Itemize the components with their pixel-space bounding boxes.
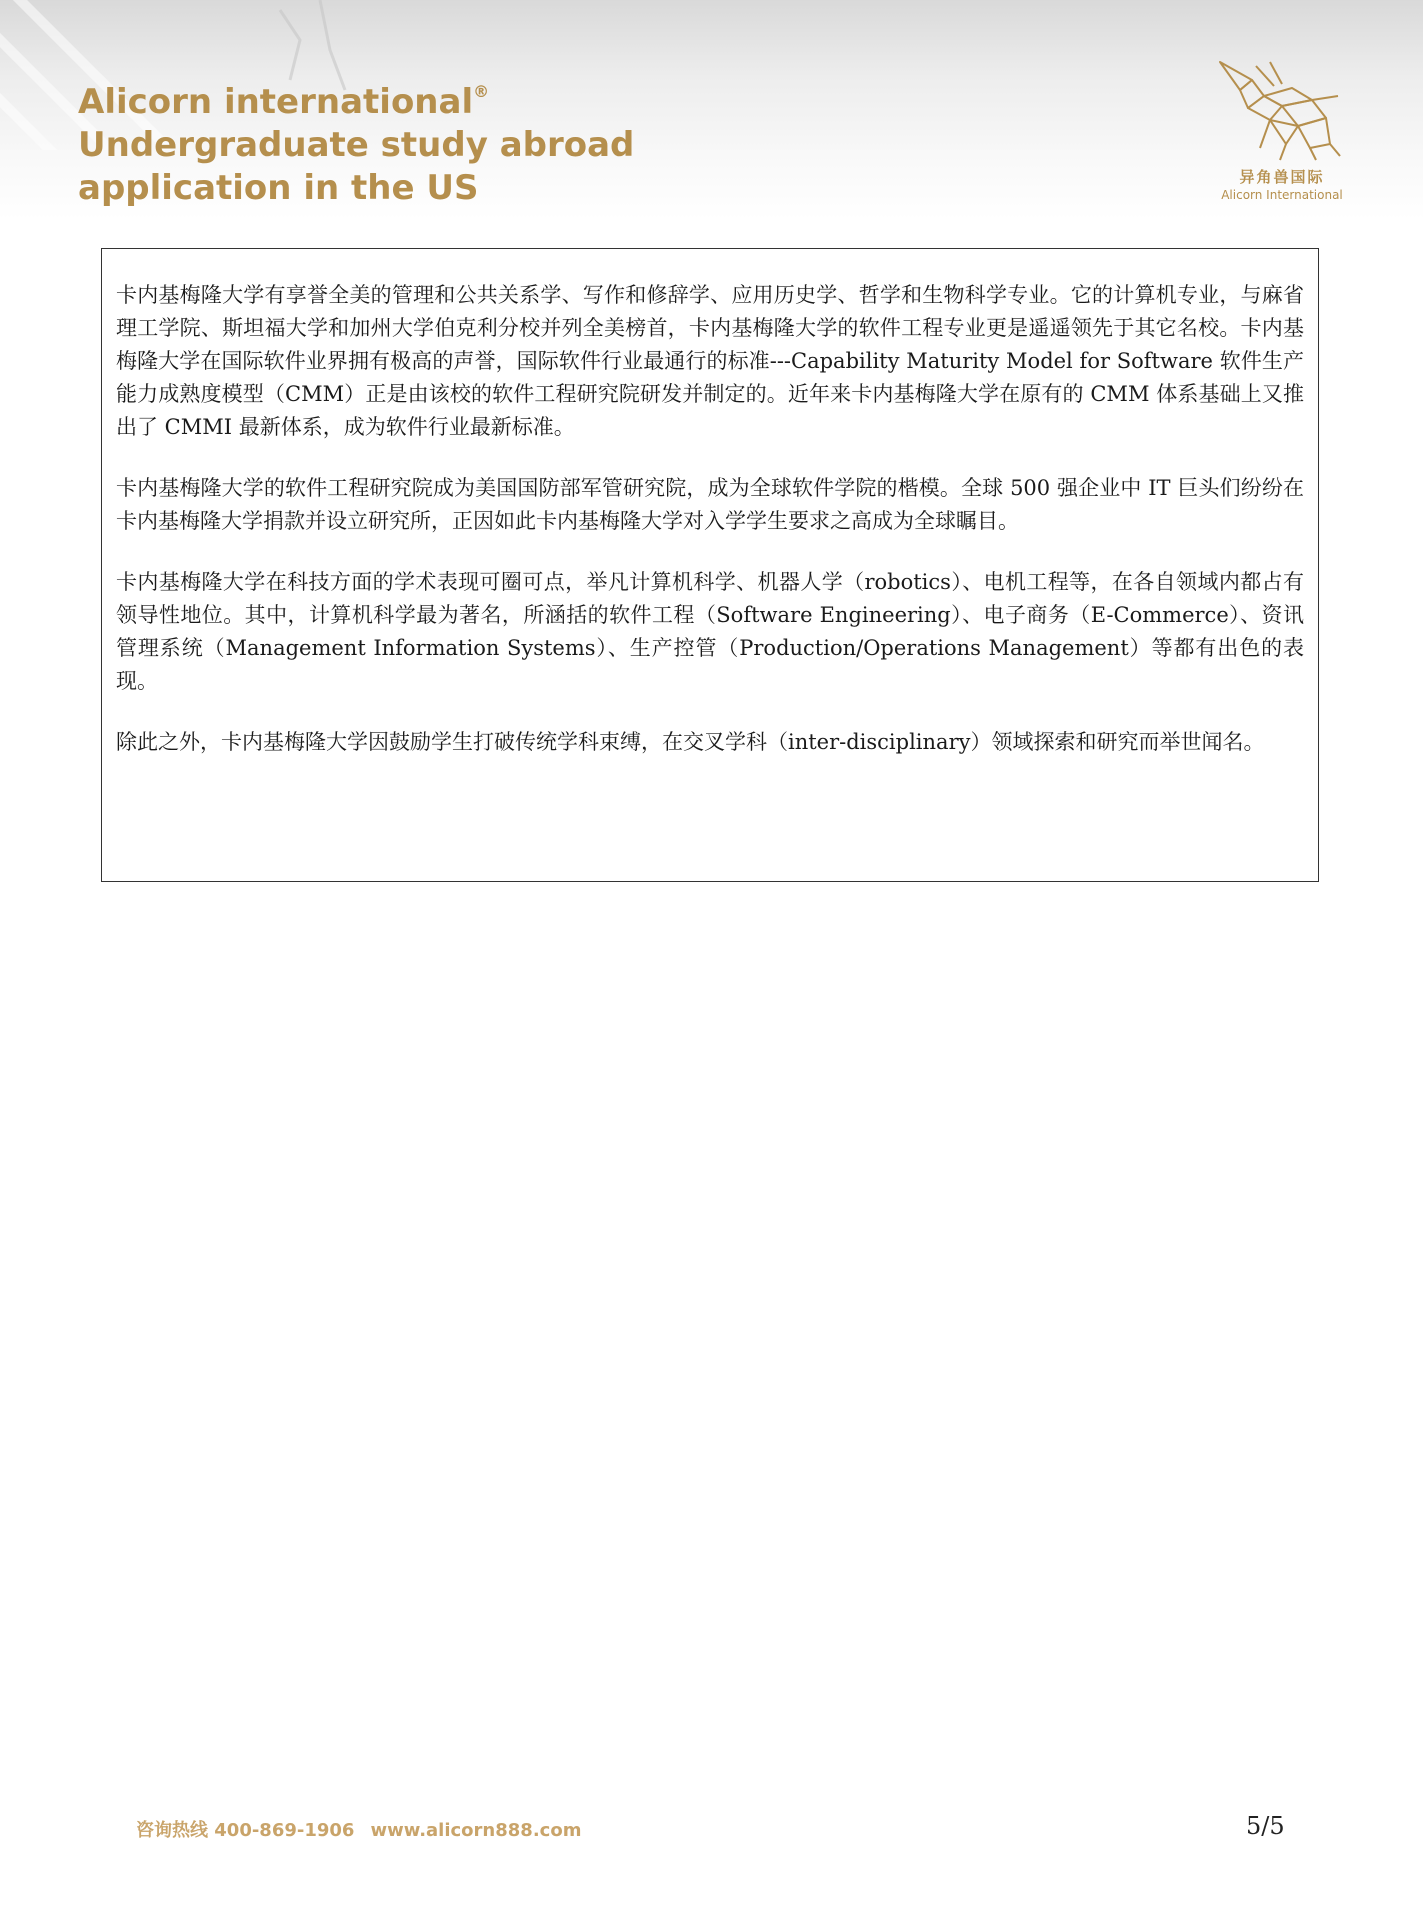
logo-chinese-name: 异角兽国际 [1239, 168, 1325, 186]
header-title-line-3: application in the US [78, 168, 479, 208]
paragraph-2: 卡内基梅隆大学的软件工程研究院成为美国国防部军管研究院，成为全球软件学院的楷模。全球 500 强企业中 IT 巨头们纷纷在卡内基梅隆大学捐款并设立研究所，正因如此卡内基梅隆大学对入学学生要求之高成为全球瞩目。 [116, 476, 1304, 533]
paragraph-1: 卡内基梅隆大学有享誉全美的管理和公共关系学、写作和修辞学、应用历史学、哲学和生物科学专业。它的计算机专业，与麻省理工学院、斯坦福大学和加州大学伯克利分校并列全美榜首，卡内基梅隆大学的软件工程专业更是遥遥领先于其它名校。卡内基梅隆大学在国际软件业界拥有极高的声誉，国际软件行业最通行的标准---Capability Maturity Model for Software 软件生产能力成熟度模型（CMM）正是由该校的软件工程研究院研发并制定的。近年来卡内基梅隆大学在原有的 CMM 体系基础上又推出了 CMMI 最新体系，成为软件行业最新标准。 [116, 283, 1304, 439]
paragraph-3: 卡内基梅隆大学在科技方面的学术表现可圈可点，举凡计算机科学、机器人学（robotics）、电机工程等，在各自领域内都占有领导性地位。其中，计算机科学最为著名，所涵括的软件工程（Software Engineering）、电子商务（E-Commerce）、资讯管理系统（Management Information Systems）、生产控管（Production/Operations Management）等都有出色的表现。 [116, 570, 1304, 693]
brand-logo [1212, 56, 1352, 206]
page-number: 5/5 [1246, 1812, 1285, 1840]
unicorn-logo-icon [1212, 56, 1352, 164]
content-box [101, 248, 1319, 882]
registered-mark: ® [473, 82, 490, 101]
header-title [78, 70, 634, 210]
paragraph-4: 除此之外，卡内基梅隆大学因鼓励学生打破传统学科束缚，在交叉学科（inter-disciplinary）领域探索和研究而举世闻名。 [116, 730, 1265, 754]
logo-english-name: Alicorn International [1221, 188, 1343, 202]
hotline-text: 咨询热线 400-869-1906 [136, 1820, 355, 1841]
website-link[interactable]: www.alicorn888.com [370, 1820, 582, 1841]
header-title-line-2: Undergraduate study abroad [78, 125, 635, 165]
footer-contact [136, 1816, 581, 1842]
header-title-line-1: Alicorn international® [78, 82, 490, 122]
